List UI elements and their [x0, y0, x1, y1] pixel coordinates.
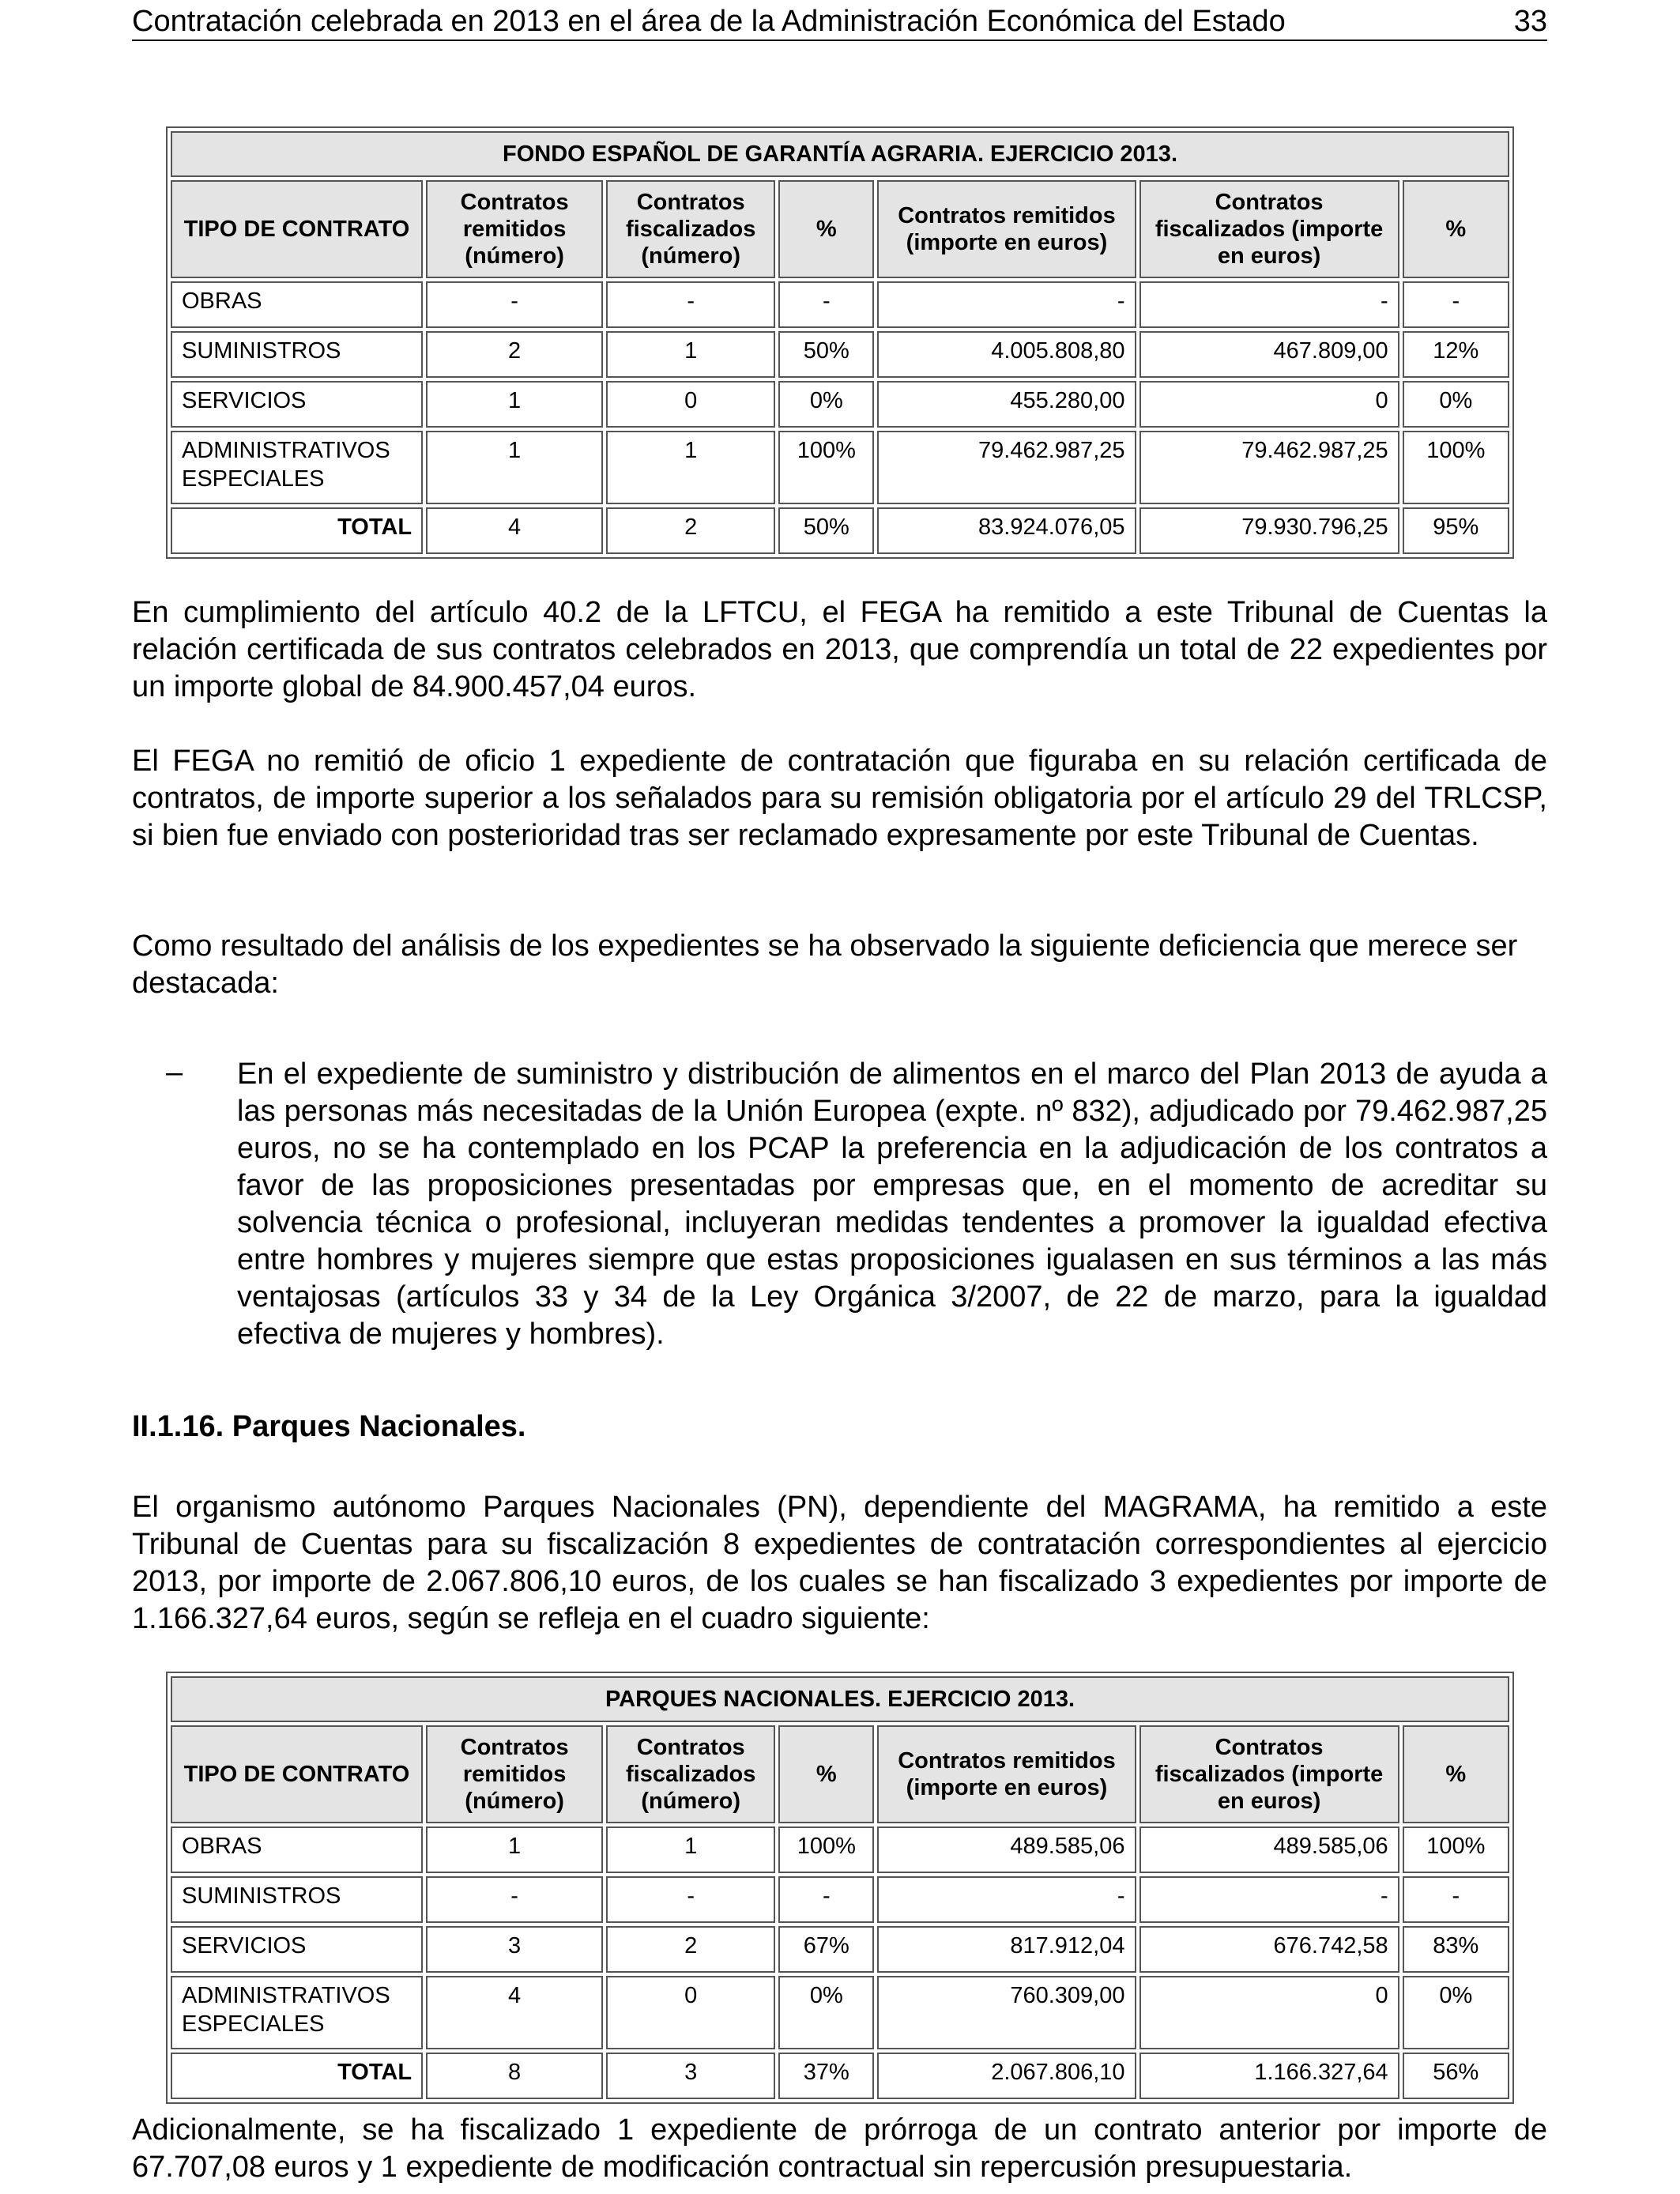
table-cell: 100% [778, 1826, 874, 1873]
table-cell: 0% [778, 1976, 874, 2049]
table-cell: 467.809,00 [1139, 331, 1399, 378]
table-cell: 1 [426, 1826, 603, 1873]
table-row [171, 1976, 1509, 2049]
table-cell: 676.742,58 [1139, 1926, 1399, 1973]
table-row [171, 331, 1509, 378]
paragraph: El organismo autónomo Parques Nacionales (PN), dependiente del MAGRAMA, ha remitido a este Tribunal de Cuentas para su fiscalización 8 expedientes de contratación correspondientes al ejercicio 2013, por importe de 2.067.806,10 euros, de los cuales se han fiscalizado 3 expedientes por importe de 1.166.327,64 euros, según se refleja en el cuadro siguiente: [132, 1491, 1547, 1635]
table-cell: ADMINISTRATIVOS ESPECIALES [171, 431, 423, 504]
table-cell: 1 [606, 331, 775, 378]
table-cell: - [606, 1876, 775, 1923]
table-cell: 455.280,00 [877, 381, 1136, 428]
paragraph: En cumplimiento del artículo 40.2 de la LFTCU, el FEGA ha remitido a este Tribunal de Cuentas la relación certificada de sus contratos celebrados en 2013, que comprendía un total de 22 expedientes por un importe global de 84.900.457,04 euros. [132, 596, 1547, 703]
table-cell: 1 [606, 1826, 775, 1873]
fega-contracts-table [166, 126, 1514, 559]
table-cell: 79.930.796,25 [1139, 507, 1399, 554]
table-cell: 0% [778, 381, 874, 428]
column-header: TIPO DE CONTRATO [171, 180, 423, 278]
table-cell: - [606, 281, 775, 328]
paragraph: Adicionalmente, se ha fiscalizado 1 expediente de prórroga de un contrato anterior por importe de 67.707,08 euros y 1 expediente de modificación contractual sin repercusión presupuestaria. [132, 2113, 1547, 2184]
parques-nacionales-table [166, 1672, 1514, 2104]
table-cell: 2.067.806,10 [877, 2053, 1136, 2099]
table-cell: 0% [1403, 1976, 1509, 2049]
table-row [171, 1926, 1509, 1973]
table-cell: - [426, 1876, 603, 1923]
table-cell: OBRAS [171, 281, 423, 328]
column-header: Contratos remitidos (importe en euros) [877, 1725, 1136, 1823]
table-cell: OBRAS [171, 1826, 423, 1873]
table-cell: 100% [1403, 1826, 1509, 1873]
column-header: Contratos remitidos (importe en euros) [877, 180, 1136, 278]
table-cell: SUMINISTROS [171, 331, 423, 378]
total-label: TOTAL [171, 507, 423, 554]
table-cell: 8 [426, 2053, 603, 2099]
table-cell: - [778, 1876, 874, 1923]
table-cell: 4.005.808,80 [877, 331, 1136, 378]
table-total-row [171, 2053, 1509, 2099]
bullet-marker: – [166, 1056, 183, 1089]
column-header: Contratos remitidos (número) [426, 1725, 603, 1823]
table-cell: 489.585,06 [1139, 1826, 1399, 1873]
table-cell: 67% [778, 1926, 874, 1973]
table-row [171, 1876, 1509, 1923]
column-header: TIPO DE CONTRATO [171, 1725, 423, 1823]
table-cell: ADMINISTRATIVOS ESPECIALES [171, 1976, 423, 2049]
table-cell: SERVICIOS [171, 1926, 423, 1973]
table-row [171, 281, 1509, 328]
table-cell: SUMINISTROS [171, 1876, 423, 1923]
column-header: % [778, 1725, 874, 1823]
table-cell: - [1139, 281, 1399, 328]
table-caption: PARQUES NACIONALES. EJERCICIO 2013. [171, 1676, 1509, 1722]
table-cell: 4 [426, 1976, 603, 2049]
table-cell: - [877, 1876, 1136, 1923]
table-cell: 4 [426, 507, 603, 554]
table-total-row [171, 507, 1509, 554]
table-cell: 79.462.987,25 [1139, 431, 1399, 504]
column-header: % [778, 180, 874, 278]
table-cell: 95% [1403, 507, 1509, 554]
column-header: Contratos fiscalizados (número) [606, 180, 775, 278]
table-cell: - [778, 281, 874, 328]
table-row [171, 431, 1509, 504]
paragraph: El FEGA no remitió de oficio 1 expediente de contratación que figuraba en su relación certificada de contratos, de importe superior a los señalados para su remisión obligatoria por el artículo 29 del TRLCSP, si bien fue enviado con posterioridad tras ser reclamado expresamente por este Tribunal de Cuentas. [132, 745, 1547, 852]
table-cell: 100% [778, 431, 874, 504]
table-cell: 2 [606, 507, 775, 554]
table-cell: 12% [1403, 331, 1509, 378]
page-number: 33 [1513, 5, 1547, 38]
column-header: Contratos fiscalizados (importe en euros) [1139, 1725, 1399, 1823]
column-header: % [1403, 1725, 1509, 1823]
table-cell: 83% [1403, 1926, 1509, 1973]
table-cell: 1 [426, 381, 603, 428]
table-cell: - [1139, 1876, 1399, 1923]
table-caption: FONDO ESPAÑOL DE GARANTÍA AGRARIA. EJERCICIO 2013. [171, 131, 1509, 177]
paragraph: Como resultado del análisis de los expedientes se ha observado la siguiente deficiencia que merece ser destacada: [132, 929, 1518, 1000]
table-cell: 760.309,00 [877, 1976, 1136, 2049]
table-cell: 0% [1403, 381, 1509, 428]
table-cell: 0 [606, 1976, 775, 2049]
table-cell: 50% [778, 507, 874, 554]
table-cell: 37% [778, 2053, 874, 2099]
table-cell: SERVICIOS [171, 381, 423, 428]
section-heading: II.1.16. Parques Nacionales. [132, 1410, 526, 1443]
header-title: Contratación celebrada en 2013 en el área de la Administración Económica del Estado [132, 5, 1286, 38]
table-cell: 50% [778, 331, 874, 378]
table-cell: - [877, 281, 1136, 328]
table-cell: 1 [426, 431, 603, 504]
table-cell: 0 [1139, 381, 1399, 428]
total-label: TOTAL [171, 2053, 423, 2099]
table-cell: 489.585,06 [877, 1826, 1136, 1873]
table-cell: 100% [1403, 431, 1509, 504]
table-cell: 1.166.327,64 [1139, 2053, 1399, 2099]
table-cell: 2 [606, 1926, 775, 1973]
table-cell: 3 [426, 1926, 603, 1973]
column-header: Contratos fiscalizados (número) [606, 1725, 775, 1823]
column-header: Contratos fiscalizados (importe en euros) [1139, 180, 1399, 278]
table-row [171, 1826, 1509, 1873]
table-cell: - [1403, 1876, 1509, 1923]
table-cell: 0 [606, 381, 775, 428]
column-header: % [1403, 180, 1509, 278]
table-row [171, 381, 1509, 428]
table-cell: 1 [606, 431, 775, 504]
bullet-text: En el expediente de suministro y distribución de alimentos en el marco del Plan 2013 de ayuda a las personas más necesitadas de la Unión Europea (expte. nº 832), adjudicado por 79.462.987,25 euros, no se ha contemplado en los PCAP la preferencia en la adjudicación de los contratos a favor de las proposiciones presentadas por empresas que, en el momento de acreditar su solvencia técnica o profesional, incluyeran medidas tendentes a promover la igualdad efectiva entre hombres y mujeres siempre que estas proposiciones igualasen en sus términos a las más ventajosas (artículos 33 y 34 de la Ley Orgánica 3/2007, de 22 de marzo, para la igualdad efectiva de mujeres y hombres). [237, 1057, 1547, 1351]
table-cell: 2 [426, 331, 603, 378]
page-header [132, 0, 1547, 41]
table-cell: - [426, 281, 603, 328]
table-cell: 56% [1403, 2053, 1509, 2099]
table-cell: 817.912,04 [877, 1926, 1136, 1973]
column-header: Contratos remitidos (número) [426, 180, 603, 278]
table-cell: - [1403, 281, 1509, 328]
table-cell: 79.462.987,25 [877, 431, 1136, 504]
table-cell: 83.924.076,05 [877, 507, 1136, 554]
table-cell: 0 [1139, 1976, 1399, 2049]
table-cell: 3 [606, 2053, 775, 2099]
